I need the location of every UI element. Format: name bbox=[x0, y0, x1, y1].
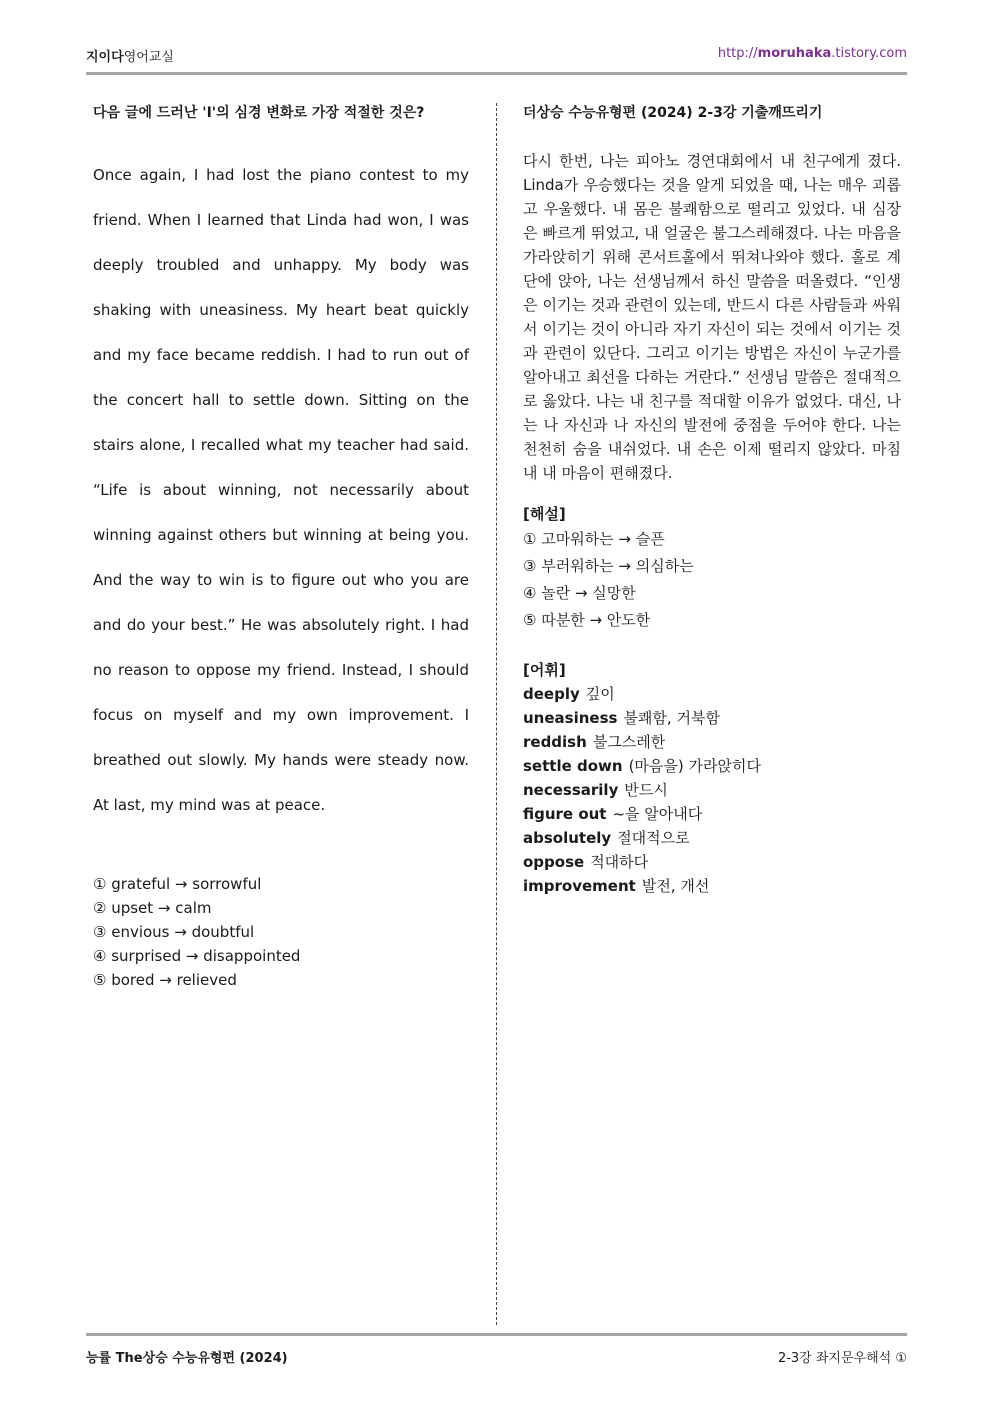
explanation-item: ③ 부러워하는 → 의심하는 bbox=[523, 557, 694, 575]
choice-item: ⑤ bored → relieved bbox=[93, 971, 237, 989]
vocab-term: uneasiness bbox=[523, 709, 618, 727]
vocab-item bbox=[523, 778, 901, 802]
vocab-term: necessarily bbox=[523, 781, 619, 799]
vocab-term: settle down bbox=[523, 757, 623, 775]
choice-item: ① grateful → sorrowful bbox=[93, 875, 262, 893]
url-suffix: .tistory.com bbox=[831, 46, 907, 61]
url-prefix: http:// bbox=[717, 46, 758, 61]
answer-column bbox=[523, 100, 901, 898]
footer-page-label: 2-3강 좌지문우해석 ① bbox=[777, 1351, 907, 1366]
question-title: 다음 글에 드러난 'I'의 심경 변화로 가장 적절한 것은? bbox=[93, 105, 425, 121]
vocab-meaning: 불그스레한 bbox=[592, 733, 666, 751]
explanation-item: ① 고마워하는 → 슬픈 bbox=[523, 530, 665, 548]
url-bold: moruhaka bbox=[757, 46, 832, 61]
page-header bbox=[86, 46, 907, 66]
brand-name bbox=[86, 46, 174, 65]
vocab-meaning: (마음을) 가라앉히다 bbox=[628, 757, 761, 775]
vocab-term: improvement bbox=[523, 877, 636, 895]
vocab-term: deeply bbox=[523, 685, 580, 703]
question-passage: Once again, I had lost the piano contest to my friend. When I learned that Linda had won, I was deeply troubled and unhappy. My body was shaking with uneasiness. My heart beat quickly and my face became reddish. I had to run out of the concert hall to settle down. Sitting on the stairs alone, I recalled what my teacher had said. “Life is about winning, not necessarily about winning against others but winning at being you. And the way to win is to figure out who you are and do your best.” He was absolutely right. I had no reason to oppose my friend. Instead, I should focus on myself and my own improvement. I breathed out slowly. My hands were steady now. At last, my mind was at peace. bbox=[93, 166, 469, 814]
vocab-meaning: 절대적으로 bbox=[617, 829, 690, 847]
question-column bbox=[93, 100, 469, 992]
vocab-item bbox=[523, 850, 901, 874]
vocab-meaning: 불쾌함, 거북함 bbox=[623, 709, 720, 727]
vocab-item bbox=[523, 706, 901, 730]
korean-translation: 다시 한번, 나는 피아노 경연대회에서 내 친구에게 졌다. Linda가 우승했다는 것을 알게 되었을 때, 나는 매우 괴롭고 우울했다. 내 몸은 불쾌함으로 떨리고 있었다. 내 심장은 빠르게 뛰었고, 내 얼굴은 불그스레해졌다. 나는 마음을 가라앉히기 위해 콘서트홀에서 뛰쳐나와야 했다. 홀로 계단에 앉아, 나는 선생님께서 하신 말씀을 떠올렸다. “인생은 이기는 것과 관련이 있는데, 반드시 다른 사람들과 싸워서 이기는 것이 아니라 자기 자신이 되는 것에서 이기는 것과 관련이 있단다. 그리고 이기는 방법은 자신이 누군가를 알아내고 최선을 다하는 거란다.” 선생님 말씀은 절대적으로 옳았다. 나는 내 친구를 적대할 이유가 없었다. 대신, 나는 나 자신과 나 자신의 발전에 중점을 두어야 한다. 나는 천천히 숨을 내쉬었다. 내 손은 이제 떨리지 않았다. 마침내 내 마음이 편해졌다. bbox=[523, 152, 901, 482]
vocab-heading: [어휘] bbox=[523, 661, 566, 679]
vocab-item bbox=[523, 682, 901, 706]
vocab-meaning: 발전, 개선 bbox=[641, 877, 710, 895]
vocab-item bbox=[523, 730, 901, 754]
brand-bold: 지이다 bbox=[86, 50, 124, 65]
footer-book-title: 능률 The상승 수능유형편 (2024) bbox=[86, 1351, 288, 1366]
vocab-term: absolutely bbox=[523, 829, 612, 847]
brand-rest: 영어교실 bbox=[123, 50, 174, 65]
vocab-item bbox=[523, 802, 901, 826]
footer-rule bbox=[86, 1333, 907, 1336]
header-rule bbox=[86, 72, 907, 75]
explanation-item: ④ 놀란 → 실망한 bbox=[523, 584, 636, 602]
explanation-item: ⑤ 따분한 → 안도한 bbox=[523, 611, 651, 629]
vocab-term: reddish bbox=[523, 733, 587, 751]
vocab-item bbox=[523, 754, 901, 778]
vocab-meaning: 깊이 bbox=[585, 685, 615, 703]
answer-choices bbox=[93, 872, 469, 992]
choice-item: ③ envious → doubtful bbox=[93, 923, 255, 941]
explanation-list bbox=[523, 526, 901, 634]
explanation-heading: [해설] bbox=[523, 505, 566, 523]
vocab-term: oppose bbox=[523, 853, 585, 871]
vocab-term: figure out bbox=[523, 805, 607, 823]
vocab-meaning: 적대하다 bbox=[590, 853, 649, 871]
choice-item: ④ surprised → disappointed bbox=[93, 947, 301, 965]
vocab-list bbox=[523, 682, 901, 898]
choice-item: ② upset → calm bbox=[93, 899, 212, 917]
vocab-item bbox=[523, 874, 901, 898]
vocab-item bbox=[523, 826, 901, 850]
column-divider bbox=[496, 103, 497, 1325]
answer-title: 더상승 수능유형편 (2024) 2-3강 기출깨뜨리기 bbox=[523, 105, 823, 121]
vocab-meaning: ~을 알아내다 bbox=[612, 805, 703, 823]
vocab-meaning: 반드시 bbox=[624, 781, 668, 799]
site-url[interactable] bbox=[718, 46, 907, 61]
